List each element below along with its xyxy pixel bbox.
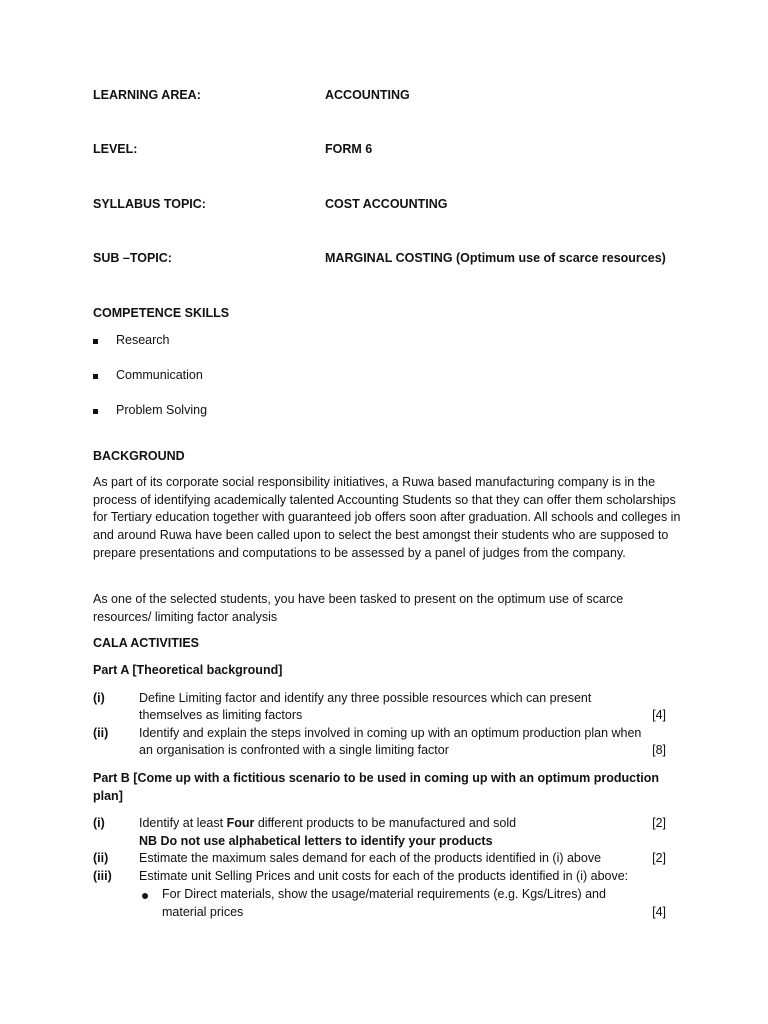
background-paragraph-1: As part of its corporate social responsibility initiatives, a Ruwa based manufacturing company is in the process of identifying academically talented Accounting Students so that they can offer them scholarships for Tertiary education together with guaranteed job offers soon after graduation. All schools and colleges in and around Ruwa have been called upon to select the best amongst their students who are supposed to prepare presentations and computations to be assessed by a panel of judges from the company.: [93, 475, 681, 560]
part-b-item-number: (iii): [93, 869, 112, 883]
competence-item: Problem Solving: [116, 403, 208, 417]
learning-area-value: ACCOUNTING: [325, 88, 410, 102]
part-b-nb-note: NB Do not use alphabetical letters to identify your products: [139, 834, 493, 848]
part-b-item1-mark: [2]: [652, 816, 666, 830]
part-a-item-mark: [4]: [652, 708, 666, 722]
square-bullet-icon: [93, 339, 98, 344]
activities-heading: CALA ACTIVITIES: [93, 636, 200, 650]
part-b-item-number: (ii): [93, 851, 109, 865]
competence-item: Research: [116, 333, 170, 347]
part-a-item-number: (i): [93, 691, 105, 705]
part-a-title: Part A [Theoretical background]: [93, 663, 283, 677]
part-b-item1-text-bold: Four: [226, 816, 255, 830]
competence-item: Communication: [116, 368, 203, 382]
part-b-item1-text-pre: Identify at least: [139, 816, 227, 830]
part-a-item-text-line2: themselves as limiting factors: [139, 708, 303, 722]
part-a-item-number: (ii): [93, 726, 109, 740]
syllabus-topic-value: COST ACCOUNTING: [325, 197, 448, 211]
level-value: FORM 6: [325, 142, 373, 156]
background-paragraph-2: As one of the selected students, you have been tasked to present on the optimum use of scarce resources/ limiting factor analysis: [93, 592, 624, 624]
part-b-item2-text: Estimate the maximum sales demand for each of the products identified in (i) above: [139, 851, 602, 865]
part-b-title-line2: plan]: [93, 789, 123, 803]
competence-heading: COMPETENCE SKILLS: [93, 306, 230, 320]
square-bullet-icon: [93, 374, 98, 379]
part-b-sub-mark: [4]: [652, 905, 666, 919]
learning-area-label: LEARNING AREA:: [93, 88, 201, 102]
part-b-sub-text-line1: For Direct materials, show the usage/material requirements (e.g. Kgs/Litres) and: [162, 887, 606, 901]
syllabus-topic-label: SYLLABUS TOPIC:: [93, 197, 206, 211]
background-heading: BACKGROUND: [93, 449, 185, 463]
part-b-title-line1: Part B [Come up with a fictitious scenario to be used in coming up with an optimum production: [93, 771, 659, 785]
part-a-item-mark: [8]: [652, 743, 666, 757]
square-bullet-icon: [93, 409, 98, 414]
part-b-item1-text: [139, 816, 516, 830]
sub-topic-value: MARGINAL COSTING (Optimum use of scarce resources): [325, 251, 666, 265]
part-b-item1-text-post: different products to be manufactured and sold: [254, 816, 517, 830]
part-a-item-text-line1: Define Limiting factor and identify any three possible resources which can present: [139, 691, 592, 705]
part-a-item-text-line1: Identify and explain the steps involved in coming up with an optimum production plan when: [139, 726, 642, 740]
part-b-item-number: (i): [93, 816, 105, 830]
round-bullet-icon: [142, 893, 148, 899]
part-b-item2-mark: [2]: [652, 851, 666, 865]
part-b-sub-text-line2: material prices: [162, 905, 244, 919]
part-b-item3-text: Estimate unit Selling Prices and unit costs for each of the products identified in (i) above:: [139, 869, 629, 883]
sub-topic-label: SUB –TOPIC:: [93, 251, 172, 265]
level-label: LEVEL:: [93, 142, 138, 156]
part-a-item-text-line2: an organisation is confronted with a single limiting factor: [139, 743, 449, 757]
